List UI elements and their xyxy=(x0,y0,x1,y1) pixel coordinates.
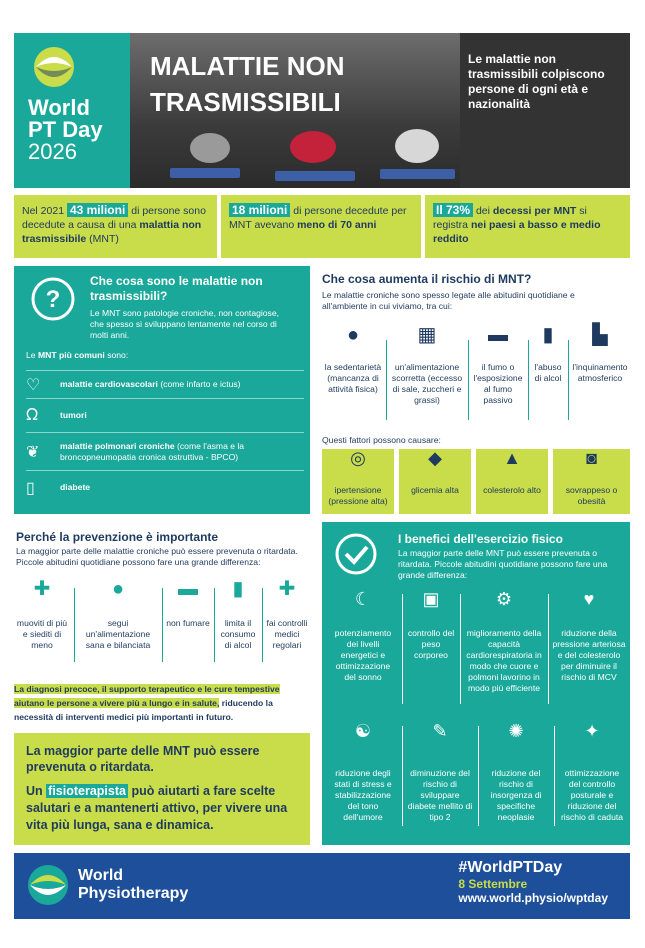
stat-1: Nel 2021 43 milioni di persone sono decedute a causa di una malattia non trasmissibile (MNT) xyxy=(14,195,217,258)
ncd-list xyxy=(26,370,304,504)
what-section xyxy=(14,266,310,514)
what-body: Le MNT sono patologie croniche, non contagiose, che spesso si sviluppano lentamente nel corso di molti anni. xyxy=(90,308,280,340)
logo-globe-icon xyxy=(32,45,76,89)
no-smoking-icon: ▬ xyxy=(178,578,198,600)
callout-line2: Un fisioterapista può aiutarti a fare scelte salutari e a mantenerti attivo, per vivere una vita più lunga, sana e dinamica. xyxy=(26,784,288,832)
header-subtitle: Le malattie non trasmissibili colpiscono persone di ogni età e nazionalità xyxy=(468,52,605,111)
wine-icon: ▮ xyxy=(232,578,244,600)
bottle-icon: ▮ xyxy=(542,324,554,346)
logo-line1: World xyxy=(28,95,90,120)
list-item: ᘯ tumori xyxy=(26,398,304,432)
logo-year: 2026 xyxy=(28,139,77,164)
risk-title: Che cosa aumenta il rischio di MNT? xyxy=(322,272,532,286)
footer-url[interactable]: www.world.physio/wptday xyxy=(458,891,608,905)
checkmark-icon xyxy=(334,532,378,576)
list-item: ▯ diabete xyxy=(26,470,304,504)
bicycle-icon: ⚙ xyxy=(495,589,513,609)
callout-box xyxy=(14,733,310,845)
risk-body: Le malattie croniche sono spesso legate alle abitudini quotidiane e all'ambiente in cui viviamo, tra cui: xyxy=(322,290,575,311)
blood-pressure-icon: ◎ xyxy=(350,448,366,468)
risk-factors: ● la sedentarietà (mancanza di attività fisica) ▦ un'alimentazione scorretta (eccesso di sale, zuccheri e grassi) ▬ il fumo o l'esposizione al fumo passivo ▮ l'abuso di alcol ▙ l'inquinamento atmosferico xyxy=(322,330,630,430)
glucometer-icon: ▯ xyxy=(26,479,35,497)
prevention-note: La diagnosi precoce, il supporto terapeutico e le cure tempestive aiutano le persone a vivere più a lungo e in salute, riducendo la necessità di interventi medici più importanti in futuro. xyxy=(14,684,280,722)
walking-icon: ✚ xyxy=(33,578,51,600)
risk-effects: ◎ ipertensione (pressione alta) ◆ glicemia alta ▲ colesterolo alto ◙ sovrappeso o obesità xyxy=(322,449,630,514)
sleep-icon: ☾ xyxy=(354,589,372,609)
heartbeat-icon: ♡ xyxy=(26,376,41,394)
falling-person-icon: ✦ xyxy=(584,721,600,741)
sugar-cube-icon: ◆ xyxy=(428,448,442,468)
svg-text:?: ? xyxy=(45,286,61,313)
list-item: ❦ malattie polmonari croniche (come l'asma e la broncopneumopatia cronica ostruttiva - BPCO) xyxy=(26,432,304,470)
footer-info xyxy=(458,859,608,905)
what-title: Che cosa sono le malattie non trasmissibili? xyxy=(90,274,263,303)
stat-2: 18 milioni di persone decedute per MNT avevano meno di 70 anni xyxy=(221,195,421,258)
benefits-title: I benefici dell'esercizio fisico xyxy=(398,532,563,546)
world-pt-day-logo xyxy=(14,33,130,188)
world-physiotherapy-logo-icon xyxy=(26,863,70,907)
page-title: MALATTIE NON TRASMISSIBILI xyxy=(150,51,345,117)
stat-3: Il 73% dei decessi per MNT si registra nei paesi a basso e medio reddito xyxy=(425,195,630,258)
apple-icon: ● xyxy=(111,578,125,600)
logo-line2: PT Day xyxy=(28,117,103,142)
sedentary-icon: ● xyxy=(346,324,360,346)
cholesterol-icon: ▲ xyxy=(503,448,521,468)
insulin-icon: ✎ xyxy=(432,721,448,741)
benefits-body: La maggior parte delle MNT può essere prevenuta o ritardata. Piccole abitudini quotidiane possono fare una grande differenza: xyxy=(398,548,608,580)
list-item: ♡ malattie cardiovascolari (come infarto e ictus) xyxy=(26,370,304,398)
lungs-icon: ❦ xyxy=(26,443,40,461)
prevention-items: ✚ muoviti di più e siediti di meno ● segui un'alimentazione sana e bilanciata ▬ non fumare ▮ limita il consumo di alcol ✚ fai controlli medici regolari xyxy=(14,584,310,664)
scale-icon: ◙ xyxy=(586,448,597,468)
benefits-section: I benefici dell'esercizio fisico La maggior parte delle MNT può essere prevenuta o ritardata. Piccole abitudini quotidiane possono fare una grande differenza: ☾ potenziamento dei livelli energetici e ottimizzazione del sonno ▣ controllo del peso corporeo ⚙ miglioramento della capacità cardiorespiratoria in modo che cuore e polmoni lavorino in modo più efficiente ♥ riduzione della pressione arteriosa e del colesterolo per diminuire il rischio di MCV ☯ riduzione degli stati di stress e stabilizzazione del tono dell'umore ✎ diminuzione del rischio di sviluppare diabete mellito di tipo 2 ✺ riduzione del rischio di insorgenza di specifiche neoplasie ✦ ottimizzazione del controllo posturale e riduzione del rischio di caduta xyxy=(322,522,630,845)
scale-weight-icon: ▣ xyxy=(422,589,440,609)
callout-line1: La maggior parte delle MNT può essere prevenuta o ritardata. xyxy=(26,744,260,774)
fast-food-icon: ▦ xyxy=(417,324,437,346)
footer-brand: World Physiotherapy xyxy=(78,867,189,902)
prevention-title: Perché la prevenzione è importante xyxy=(16,530,219,544)
heart-warning-icon: ♥ xyxy=(583,589,595,609)
ribbon-icon: ᘯ xyxy=(26,406,39,424)
hashtag: #WorldPTDay xyxy=(458,859,563,876)
meditation-icon: ☯ xyxy=(354,721,372,741)
common-label: Le MNT più comuni sono: xyxy=(26,350,129,360)
prevention-body: La maggior parte delle malattie croniche può essere prevenuta o ritardata. Piccole abitudini quotidiane possono fare una grande differenza: xyxy=(16,546,298,567)
factory-icon: ▙ xyxy=(592,324,608,346)
cell-icon: ✺ xyxy=(508,721,524,741)
medical-cross-icon: ✚ xyxy=(278,578,296,600)
cigarette-icon: ▬ xyxy=(488,324,508,346)
question-icon xyxy=(30,276,76,322)
footer xyxy=(14,853,630,919)
cause-label: Questi fattori possono causare: xyxy=(322,435,441,445)
event-date: 8 Settembre xyxy=(458,877,528,891)
